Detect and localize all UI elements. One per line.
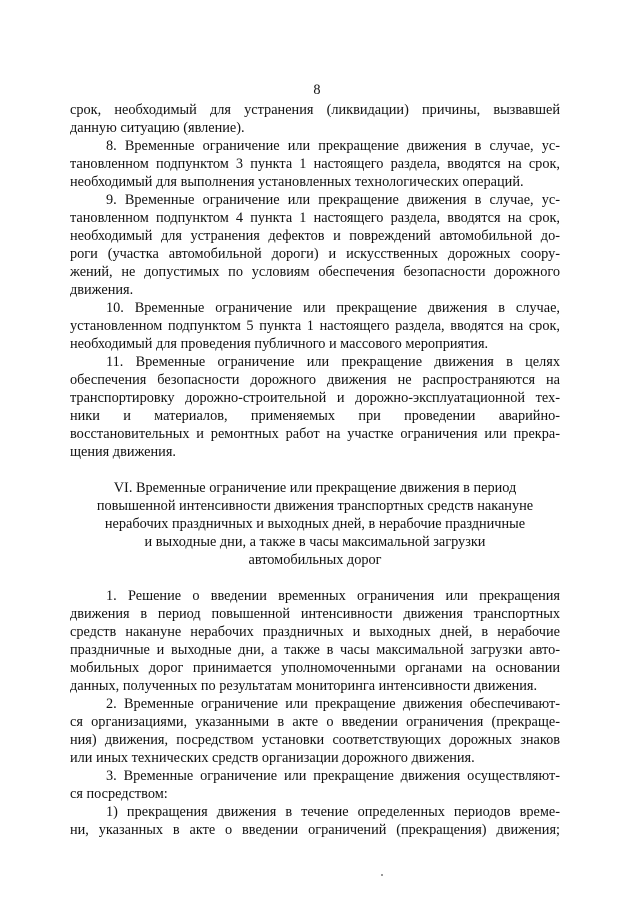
text-line: установленном подпунктом 5 пункта 1 настоящего раздела, вводятся на срок, [70,318,560,334]
text-line: ники и материалов, применяемых при проведении аварийно- [70,408,560,424]
text-line: данную ситуацию (явление). [70,120,245,136]
section-heading-line: VI. Временные ограничение или прекращение движения в период [113,480,517,496]
section-heading-line: повышенной интенсивности движения транспортных средств накануне [96,498,534,514]
text-line: тановленном подпунктом 3 пункта 1 настоящего раздела, вводятся на срок, [70,156,560,172]
text-line: транспортировку дорожно-строительной и дорожно-эксплуатационной тех- [70,390,560,406]
text-line: восстановительных и ремонтных работ на участке ограничения или прекра- [70,426,560,442]
text-line: жений, не допустимых по условиям обеспечения безопасности дорожного [70,264,560,280]
text-line: данных, полученных по результатам мониторинга интенсивности движения. [70,678,538,694]
text-line: необходимый для выполнения установленных технологических операций. [70,174,524,190]
text-line: движения. [70,282,134,298]
text-line: 1. Решение о введении временных ограничения или прекращения [106,588,560,604]
section-heading-line: автомобильных дорог [248,552,382,568]
text-line: 9. Временные ограничение или прекращение движения в случае, ус- [106,192,560,208]
section-heading-line: нерабочих праздничных и выходных дней, в нерабочие праздничные [104,516,526,532]
text-line: средств накануне нерабочих праздничных и выходных дней, в нерабочие [70,624,560,640]
text-line: необходимый для проведения публичного и массового мероприятия. [70,336,489,352]
text-line: или иных технических средств организации дорожного движения. [70,750,475,766]
text-line: ни, указанных в акте о введении ограничений (прекращения) движения; [70,822,560,838]
scan-speck [381,874,383,876]
text-line: срок, необходимый для устранения (ликвидации) причины, вызвавшей [70,102,560,118]
text-line: 3. Временные ограничение или прекращение движения осуществляют- [106,768,560,784]
text-line: обеспечения безопасности дорожного движения не распространяются на [70,372,560,388]
text-line: роги (участка автомобильной дороги) и искусственных дорожных соору- [70,246,560,262]
page-number: 8 [313,82,321,98]
text-line: мобильных дорог принимается уполномоченными органами на основании [70,660,560,676]
text-line: ся организациями, указанными в акте о введении ограничения (прекраще- [70,714,560,730]
text-line: необходимый для устранения дефектов и повреждений автомобильной до- [70,228,560,244]
text-line: движения в период повышенной интенсивности движения транспортных [70,606,560,622]
section-heading-line: и выходные дни, а также в часы максимальной загрузки [144,534,486,550]
text-line: тановленном подпунктом 4 пункта 1 настоящего раздела, вводятся на срок, [70,210,560,226]
text-line: щения движения. [70,444,176,460]
text-line: 2. Временные ограничение или прекращение движения обеспечивают- [106,696,560,712]
text-line: 1) прекращения движения в течение определенных периодов време- [106,804,560,820]
text-line: ния) движения, посредством установки соответствующих дорожных знаков [70,732,560,748]
text-line: 8. Временные ограничение или прекращение движения в случае, ус- [106,138,560,154]
text-line: праздничные и выходные дни, а также в часы максимальной загрузки авто- [70,642,560,658]
text-line: 10. Временные ограничение или прекращение движения в случае, [106,300,560,316]
text-line: 11. Временные ограничение или прекращение движения в целях [106,354,560,370]
text-line: ся посредством: [70,786,168,802]
